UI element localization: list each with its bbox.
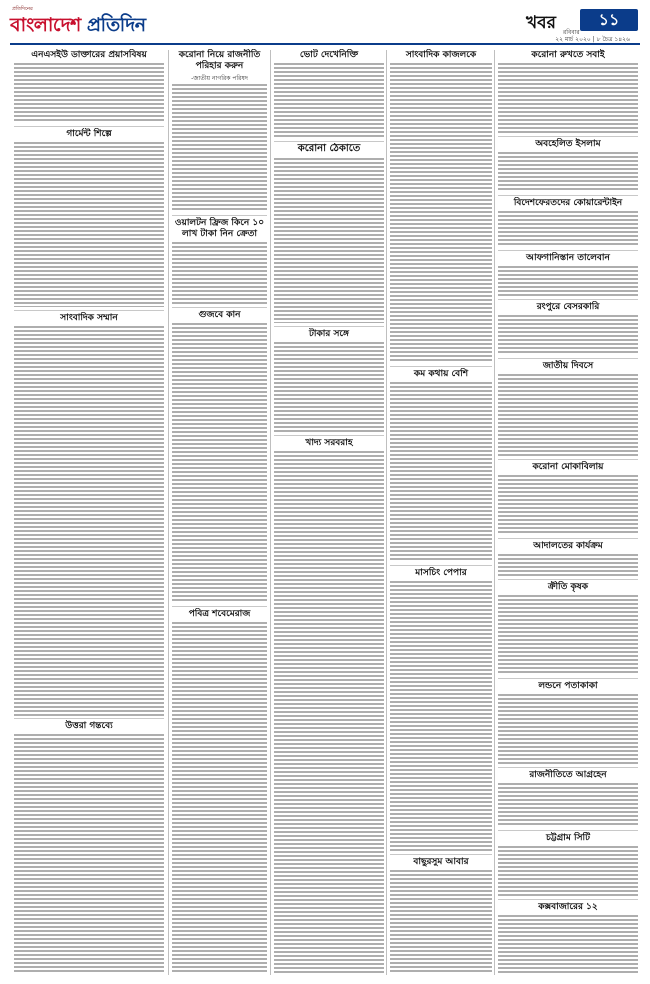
article-divider <box>14 126 164 127</box>
article-divider <box>274 141 384 142</box>
article-body <box>498 783 638 827</box>
article-headline[interactable]: আফগানিস্তান তালেবান <box>526 253 610 263</box>
article-headline[interactable]: ক্রীতি কৃষক <box>547 582 589 592</box>
article-headline[interactable]: অবহেলিত ইসলাম <box>535 139 601 149</box>
article-headline[interactable]: জাতীয় দিবসে <box>542 361 594 371</box>
article-headline[interactable]: রাজনীতিতে আগ্রহেন <box>529 770 607 780</box>
article-divider <box>498 358 638 359</box>
column-divider <box>168 50 169 975</box>
article-headline[interactable]: টাকার সঙ্গে <box>308 329 350 339</box>
article-divider <box>498 899 638 900</box>
article-divider <box>498 195 638 196</box>
page-number-badge: ১১ <box>580 9 638 31</box>
article-body <box>172 84 267 212</box>
article-headline[interactable]: লন্ডনে পতাকাকা <box>538 681 598 691</box>
article-headline[interactable]: চট্টগ্রাম সিটি <box>545 833 590 843</box>
article-subhead: -জাতীয় নাগরিক পরিষদ <box>191 75 248 82</box>
article-headline[interactable]: মাসচিং পেপার <box>415 568 467 578</box>
article-headline[interactable]: করোনা মোকাবিলায় <box>532 462 604 472</box>
article-headline[interactable]: রংপুরে বেসরকারি <box>536 302 600 312</box>
publish-date: ২২ মার্চ ২০২০ | ৮ চৈত্র ১৪২৬ <box>555 36 630 43</box>
article-body <box>498 595 638 675</box>
article-body <box>390 63 492 363</box>
article-headline-line2[interactable]: লাখ টাকা নিন ক্রেতা <box>182 229 257 239</box>
article-headline[interactable]: বিদেশফেরতদের কোয়ারেন্টাইন <box>513 198 623 208</box>
article-body <box>390 382 492 562</box>
article-headline[interactable]: সাংবাদিক কাজলকে <box>405 50 477 60</box>
article-headline-line2[interactable]: পরিহার করুন <box>195 61 244 71</box>
article-divider <box>498 136 638 137</box>
column-divider <box>270 50 271 975</box>
article-divider <box>498 299 638 300</box>
article-divider <box>274 435 384 436</box>
article-body <box>14 63 164 123</box>
article-divider <box>172 307 267 308</box>
article-divider <box>498 767 638 768</box>
article-body <box>498 694 638 764</box>
article-divider <box>498 250 638 251</box>
article-divider <box>14 310 164 311</box>
article-headline[interactable]: ওয়ালটন ফ্রিজ কিনে ১০ <box>174 218 265 228</box>
article-body <box>172 242 267 304</box>
article-body <box>274 63 384 138</box>
article-body <box>498 846 638 896</box>
article-body <box>498 374 638 456</box>
article-body <box>172 622 267 974</box>
article-headline[interactable]: খাদ্য সরবরাহ <box>305 438 353 448</box>
article-headline[interactable]: কক্সবাজারের ১২ <box>538 902 598 912</box>
article-headline[interactable]: করোনা নিয়ে রাজনীতি <box>178 50 261 60</box>
section-name: খবর <box>526 13 556 33</box>
article-body <box>172 323 267 603</box>
article-headline[interactable]: সাংবাদিক সম্মান <box>60 313 118 323</box>
masthead <box>10 6 640 34</box>
article-divider <box>14 718 164 719</box>
article-divider <box>390 854 492 855</box>
article-body <box>498 211 638 247</box>
article-body <box>498 554 638 576</box>
article-headline[interactable]: কম কথায় বেশি <box>413 369 469 379</box>
article-headline[interactable]: আদালতের কার্যক্রম <box>533 541 603 551</box>
article-body <box>274 342 384 432</box>
article-headline[interactable]: গুজবে কান <box>198 310 241 320</box>
article-divider <box>172 606 267 607</box>
article-headline[interactable]: উত্তরা গন্তব্যে <box>65 721 113 731</box>
masthead-rule <box>10 43 640 45</box>
article-body <box>498 475 638 535</box>
article-headline[interactable]: ভোট দেখেনিক্তি <box>299 50 359 60</box>
article-body <box>14 142 164 307</box>
article-body <box>390 581 492 851</box>
logo-title-red: বাংলাদেশ <box>10 14 81 36</box>
newspaper-logo[interactable] <box>10 6 200 36</box>
article-body <box>498 266 638 296</box>
article-body <box>274 451 384 974</box>
article-divider <box>274 326 384 327</box>
logo-title-blue: প্রতিদিন <box>86 14 146 36</box>
article-divider <box>172 215 267 216</box>
logo-tagline: প্রতিদিনের <box>12 6 33 12</box>
article-body <box>498 63 638 133</box>
article-body <box>14 326 164 716</box>
article-divider <box>390 565 492 566</box>
article-divider <box>498 830 638 831</box>
article-body <box>14 734 164 974</box>
column-divider <box>494 50 495 975</box>
article-divider <box>498 538 638 539</box>
article-body <box>390 870 492 974</box>
article-body <box>498 915 638 974</box>
article-divider <box>498 579 638 580</box>
article-headline[interactable]: করোনা রুখতে সবাই <box>531 50 605 60</box>
section-header <box>526 9 640 31</box>
article-headline[interactable]: পবিত্র শবেমেরাজ <box>188 609 251 619</box>
article-divider <box>390 366 492 367</box>
article-body <box>498 152 638 192</box>
article-body <box>498 315 638 355</box>
article-divider <box>498 459 638 460</box>
publish-day: রবিবার <box>563 29 580 36</box>
article-headline[interactable]: এনএসইউ ডাক্তারের প্রয়াসবিষয় <box>31 50 147 60</box>
article-headline[interactable]: গার্মেন্ট শিল্পে <box>66 129 112 139</box>
article-headline[interactable]: বাছুরসুম আবার <box>413 857 469 867</box>
article-divider <box>498 678 638 679</box>
article-headline[interactable]: করোনা ঠেকাতে <box>297 143 361 154</box>
column-divider <box>386 50 387 975</box>
logo-title <box>10 11 146 43</box>
article-body <box>274 158 384 323</box>
